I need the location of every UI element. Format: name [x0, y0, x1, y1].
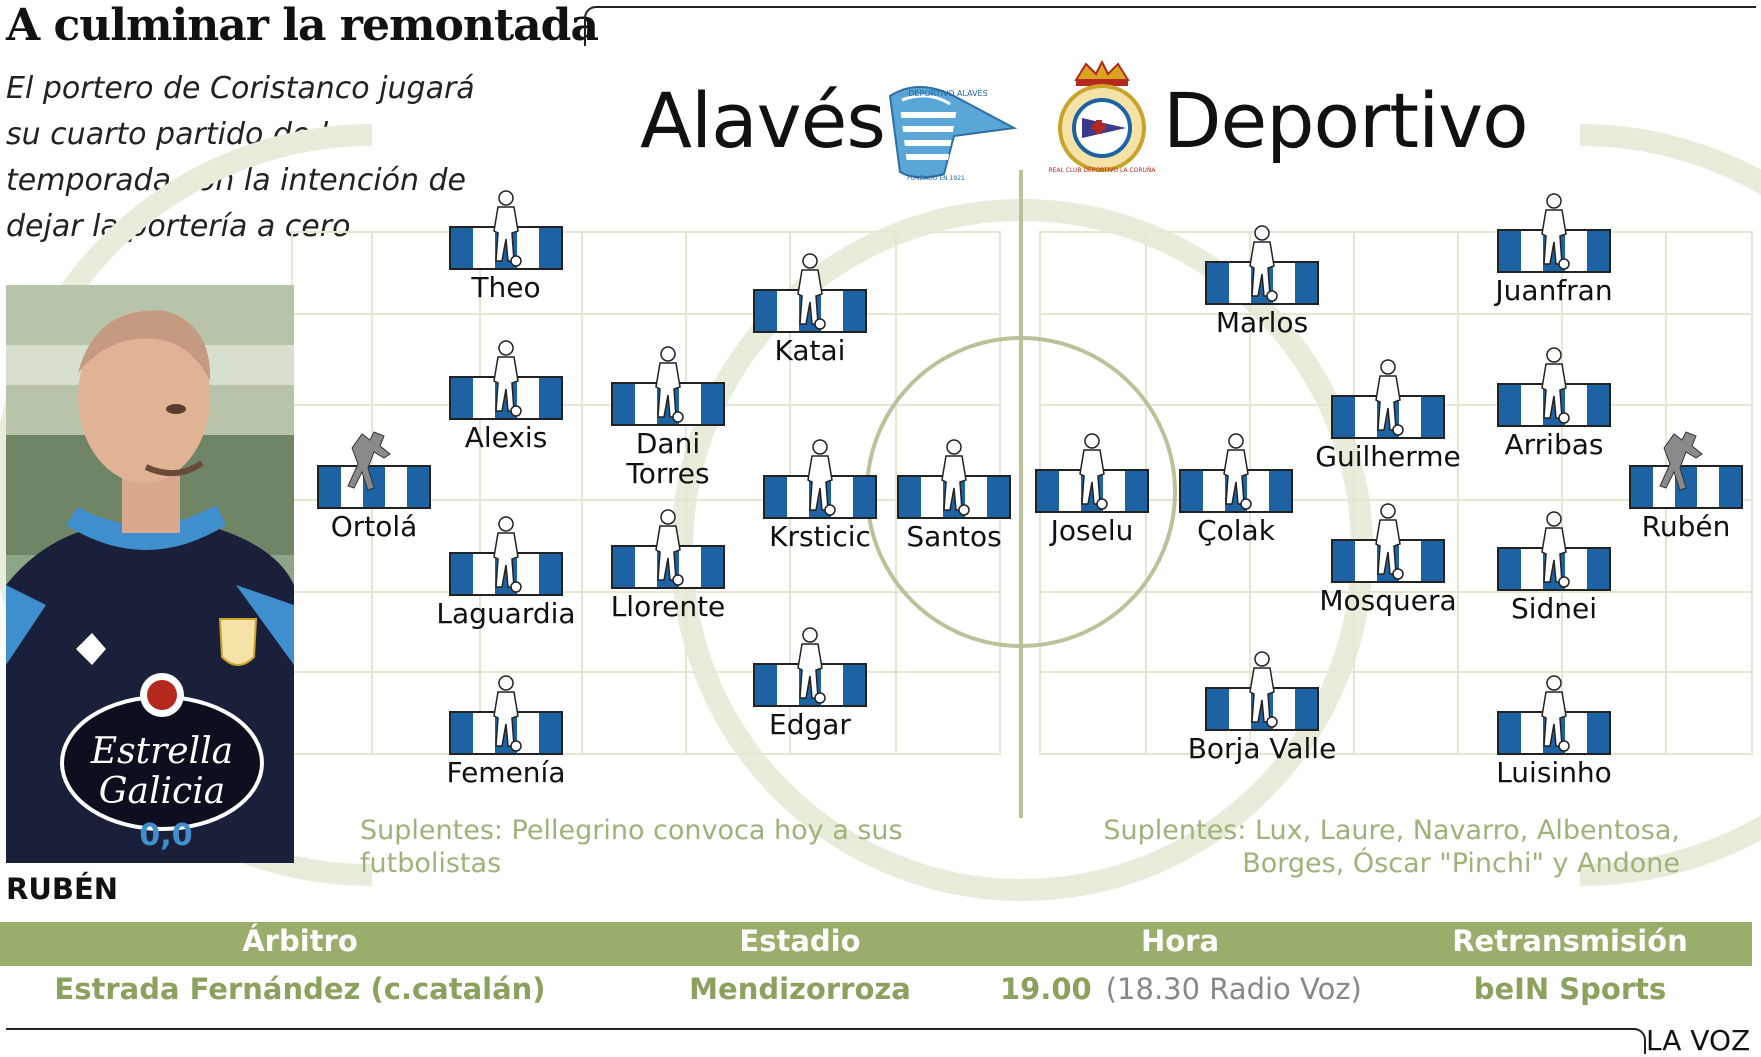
player-name: Sidnei — [1510, 592, 1598, 625]
alaves-crest-founded: FUNDADO EN 1921 — [907, 175, 965, 182]
footballer-figure-icon — [780, 626, 840, 704]
player-name: Santos — [906, 520, 1002, 553]
striped-shirt-icon — [450, 553, 562, 595]
player-name: Çolak — [1197, 514, 1275, 547]
player-name: Llorente — [610, 590, 726, 623]
away-player — [1017, 470, 1167, 546]
player-name: Guilherme — [1315, 440, 1461, 473]
deportivo-crest-text: REAL CLUB DEPORTIVO LA CORUÑA — [1048, 167, 1156, 174]
time-value: 19.00 — [1000, 972, 1092, 1006]
footballer-figure-icon — [1206, 432, 1266, 510]
player-name: Arribas — [1504, 428, 1604, 461]
striped-shirt-icon — [1180, 470, 1292, 512]
footballer-figure-icon — [476, 339, 536, 417]
player-name: Laguardia — [436, 597, 576, 630]
svg-text:Galicia: Galicia — [98, 771, 226, 812]
striped-shirt-icon — [612, 546, 724, 588]
footballer-figure-icon — [1358, 502, 1418, 580]
player-name: Rubén — [1641, 510, 1731, 543]
player-name: Luisinho — [1496, 756, 1612, 789]
home-player — [745, 476, 895, 552]
away-player — [1313, 396, 1463, 472]
away-player — [1479, 230, 1629, 306]
footballer-figure-icon — [790, 438, 850, 516]
footballer-figure-icon — [1358, 358, 1418, 436]
time-note: (18.30 Radio Voz) — [1105, 972, 1362, 1006]
striped-shirt-icon — [898, 476, 1010, 518]
footballer-figure-icon — [1524, 192, 1584, 270]
home-player — [431, 227, 581, 303]
striped-shirt-icon — [318, 466, 430, 508]
page-title: A culminar la remontada — [6, 0, 598, 51]
goalkeeper-photo — [6, 285, 294, 863]
footballer-figure-icon — [924, 438, 984, 516]
player-name: Krsticic — [769, 520, 871, 553]
home-player — [593, 546, 743, 622]
striped-shirt-icon — [450, 377, 562, 419]
player-name: Ortolá — [330, 510, 418, 543]
player-name: Borja Valle — [1187, 732, 1337, 765]
footballer-figure-icon — [638, 508, 698, 586]
footballer-figure-icon — [780, 252, 840, 330]
striped-shirt-icon — [1206, 262, 1318, 304]
footballer-figure-icon — [476, 674, 536, 752]
title-rule — [584, 6, 1756, 46]
alaves-crest-icon — [888, 82, 1018, 182]
player-name: Alexis — [464, 421, 548, 454]
broadcast-label: Retransmisión — [1452, 924, 1688, 958]
home-player — [735, 290, 885, 366]
striped-shirt-icon — [764, 476, 876, 518]
striped-shirt-icon — [754, 664, 866, 706]
home-player — [299, 466, 449, 542]
player-name: Marlos — [1215, 306, 1309, 339]
player-name: Theo — [471, 271, 541, 304]
footballer-figure-icon — [1232, 650, 1292, 728]
player-name: Femenía — [446, 756, 566, 789]
away-substitutes: Suplentes: Lux, Laure, Navarro, Albentosa, Borges, Óscar "Pinchi" y Andone — [1103, 815, 1680, 879]
footer-rule-corner — [1630, 1028, 1646, 1054]
striped-shirt-icon — [1332, 396, 1444, 438]
away-player — [1187, 262, 1337, 338]
home-substitutes: Suplentes: Pellegrino convoca hoy a sus futbolistas — [360, 815, 903, 879]
footballer-figure-icon — [476, 189, 536, 267]
striped-shirt-icon — [1498, 548, 1610, 590]
striped-shirt-icon — [1498, 230, 1610, 272]
away-player — [1479, 712, 1629, 788]
home-team-name: Alavés — [640, 76, 886, 165]
footballer-figure-icon — [1062, 432, 1122, 510]
footballer-figure-icon — [1524, 674, 1584, 752]
footballer-figure-icon — [1232, 224, 1292, 302]
stadium-label: Estadio — [739, 924, 861, 958]
striped-shirt-icon — [450, 227, 562, 269]
time-value-group — [1000, 972, 1400, 1006]
away-player — [1479, 548, 1629, 624]
footballer-figure-icon — [1524, 346, 1584, 424]
svg-text:0,0: 0,0 — [139, 818, 193, 853]
alaves-crest-text: DEPORTIVO ALAVÉS — [908, 89, 988, 98]
player-name: Dani Torres — [626, 427, 710, 490]
svg-text:Estrella: Estrella — [90, 731, 234, 772]
striped-shirt-icon — [450, 712, 562, 754]
player-name: Juanfran — [1495, 274, 1613, 307]
away-player — [1187, 688, 1337, 764]
home-player — [431, 712, 581, 788]
home-player — [431, 553, 581, 629]
player-name: Katai — [774, 334, 846, 367]
away-player — [1161, 470, 1311, 546]
broadcast-value: beIN Sports — [1473, 972, 1667, 1006]
referee-label: Árbitro — [242, 924, 358, 958]
photo-caption: RUBÉN — [6, 872, 119, 906]
referee-value: Estrada Fernández (c.catalán) — [54, 972, 546, 1006]
striped-shirt-icon — [1498, 712, 1610, 754]
striped-shirt-icon — [1498, 384, 1610, 426]
deportivo-crest-icon — [1048, 62, 1156, 174]
away-player — [1313, 540, 1463, 616]
striped-shirt-icon — [754, 290, 866, 332]
goalkeeper-figure-icon — [1656, 428, 1716, 506]
footer-rule — [6, 1028, 1636, 1030]
home-player — [431, 377, 581, 453]
striped-shirt-icon — [1332, 540, 1444, 582]
striped-shirt-icon — [612, 383, 724, 425]
brand-logo: LA VOZ — [1646, 1024, 1751, 1057]
home-player — [735, 664, 885, 740]
player-name: Joselu — [1050, 514, 1134, 547]
striped-shirt-icon — [1206, 688, 1318, 730]
away-team-name: Deportivo — [1163, 76, 1528, 165]
home-player — [593, 383, 743, 489]
stadium-value: Mendizorroza — [689, 972, 911, 1006]
page-subtitle: El portero de Coristanco jugará su cuarto partido de la temporada con la intención de dejar la portería a cero — [6, 71, 475, 244]
away-player — [1479, 384, 1629, 460]
home-player — [879, 476, 1029, 552]
time-label: Hora — [1140, 924, 1220, 958]
footballer-figure-icon — [638, 345, 698, 423]
striped-shirt-icon — [1036, 470, 1148, 512]
goalkeeper-figure-icon — [344, 428, 404, 506]
player-name: Edgar — [769, 708, 851, 741]
away-player — [1611, 466, 1761, 542]
footballer-figure-icon — [476, 515, 536, 593]
footballer-figure-icon — [1524, 510, 1584, 588]
player-name: Mosquera — [1319, 584, 1457, 617]
striped-shirt-icon — [1630, 466, 1742, 508]
